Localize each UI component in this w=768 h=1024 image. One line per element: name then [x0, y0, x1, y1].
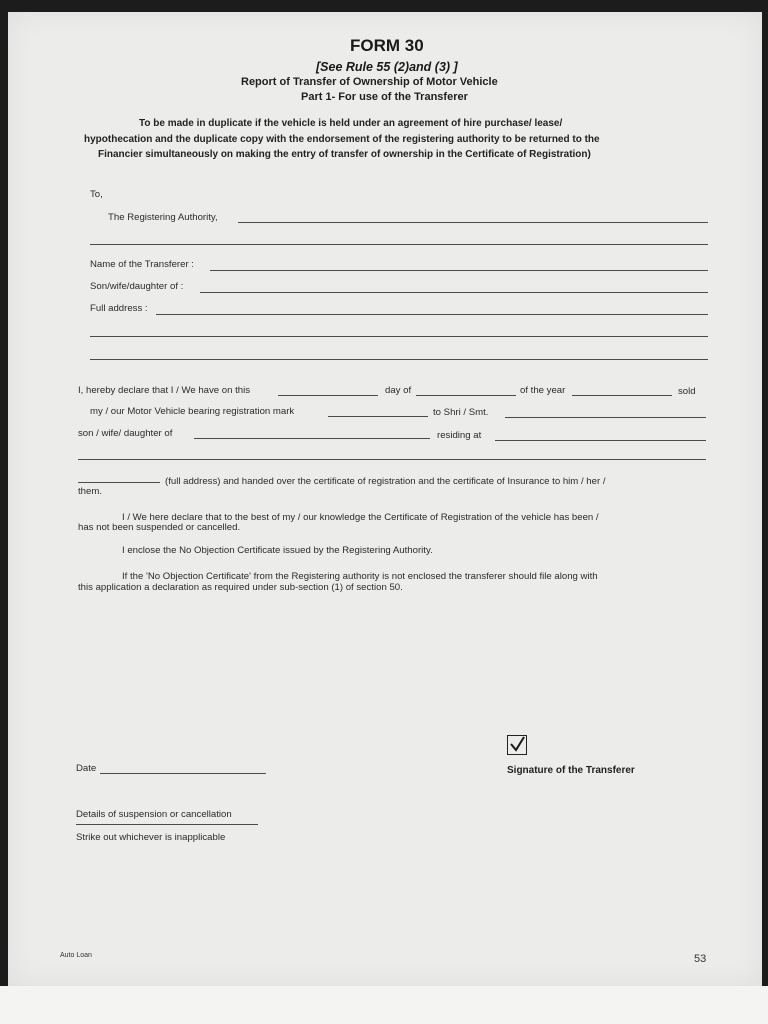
form-title: FORM 30: [350, 36, 424, 55]
transferer-name-label: Name of the Transferer :: [90, 259, 194, 270]
strike-note: Strike out whichever is inapplicable: [76, 832, 226, 843]
decl-year-field[interactable]: [572, 395, 672, 396]
signature-checkbox[interactable]: [507, 735, 527, 755]
decl-address-field[interactable]: [78, 459, 706, 460]
full-address-field-3[interactable]: [90, 359, 708, 360]
to-label: To,: [90, 189, 103, 200]
decl-l1-b: day of: [385, 385, 412, 396]
decl-l1-c: of the year: [520, 385, 566, 396]
note-line-1: To be made in duplicate if the vehicle is held under an agreement of hire purchase/ lease/: [139, 118, 563, 129]
decl-day-field[interactable]: [278, 395, 378, 396]
decl-reg-mark-field[interactable]: [328, 416, 428, 417]
decl-l1-a: I, hereby declare that I / We have on this: [78, 385, 251, 396]
scanner-bed: [0, 986, 768, 1024]
decl-p2-l1: I / We here declare that to the best of my / our knowledge the Certificate of Registration of the vehicle has been /: [122, 512, 599, 523]
decl-l2-a: my / our Motor Vehicle bearing registration mark: [90, 406, 295, 417]
relation-field[interactable]: [200, 292, 708, 293]
authority-line-2[interactable]: [90, 244, 708, 245]
authority-line[interactable]: [238, 222, 708, 223]
decl-buyer-field[interactable]: [505, 417, 706, 418]
note-line-3: Financier simultaneously on making the entry of transfer of ownership in the Certificate of Registration): [98, 149, 591, 160]
decl-l3-a: son / wife/ daughter of: [78, 428, 173, 439]
full-address-label: Full address :: [90, 303, 148, 314]
form-heading: Report of Transfer of Ownership of Motor Vehicle: [241, 76, 498, 88]
decl-l4-b: them.: [78, 486, 102, 497]
signature-label: Signature of the Transferer: [507, 765, 635, 776]
form-page: [8, 12, 762, 986]
full-address-field[interactable]: [156, 314, 708, 315]
authority-label: The Registering Authority,: [108, 212, 218, 223]
decl-parent-field[interactable]: [194, 438, 430, 439]
decl-l2-b: to Shri / Smt.: [433, 407, 489, 418]
form-part: Part 1- For use of the Transferer: [301, 91, 468, 103]
decl-l3-b: residing at: [437, 430, 482, 441]
relation-label: Son/wife/daughter of :: [90, 281, 184, 292]
decl-p2-l2: has not been suspended or cancelled.: [78, 522, 241, 533]
decl-residence-field[interactable]: [495, 440, 706, 441]
suspension-note: Details of suspension or cancellation: [76, 809, 232, 820]
date-label: Date: [76, 763, 97, 774]
decl-p4-l2: this application a declaration as required under sub-section (1) of section 50.: [78, 582, 403, 593]
footer-left-label: Auto Loan: [60, 952, 92, 959]
form-rule: [See Rule 55 (2)and (3) ]: [316, 60, 458, 74]
transferer-name-field[interactable]: [210, 270, 708, 271]
suspension-underline: [76, 824, 258, 825]
page-number: 53: [694, 953, 707, 965]
full-address-field-2[interactable]: [90, 336, 708, 337]
note-line-2: hypothecation and the duplicate copy with the endorsement of the registering authority to be returned to the: [84, 134, 600, 145]
decl-address-field-2[interactable]: [78, 482, 160, 483]
date-field[interactable]: [100, 773, 266, 774]
decl-l4-a: (full address) and handed over the certificate of registration and the certificate of Insurance to him / her /: [165, 476, 606, 487]
decl-month-field[interactable]: [416, 395, 516, 396]
decl-p4-l1: If the 'No Objection Certificate' from the Registering authority is not enclosed the transferer should file along with: [122, 571, 598, 582]
show-through: [278, 40, 281, 50]
check-mark-icon: [509, 736, 526, 753]
decl-l1-d: sold: [678, 386, 696, 397]
decl-p3: I enclose the No Objection Certificate issued by the Registering Authority.: [122, 545, 433, 556]
